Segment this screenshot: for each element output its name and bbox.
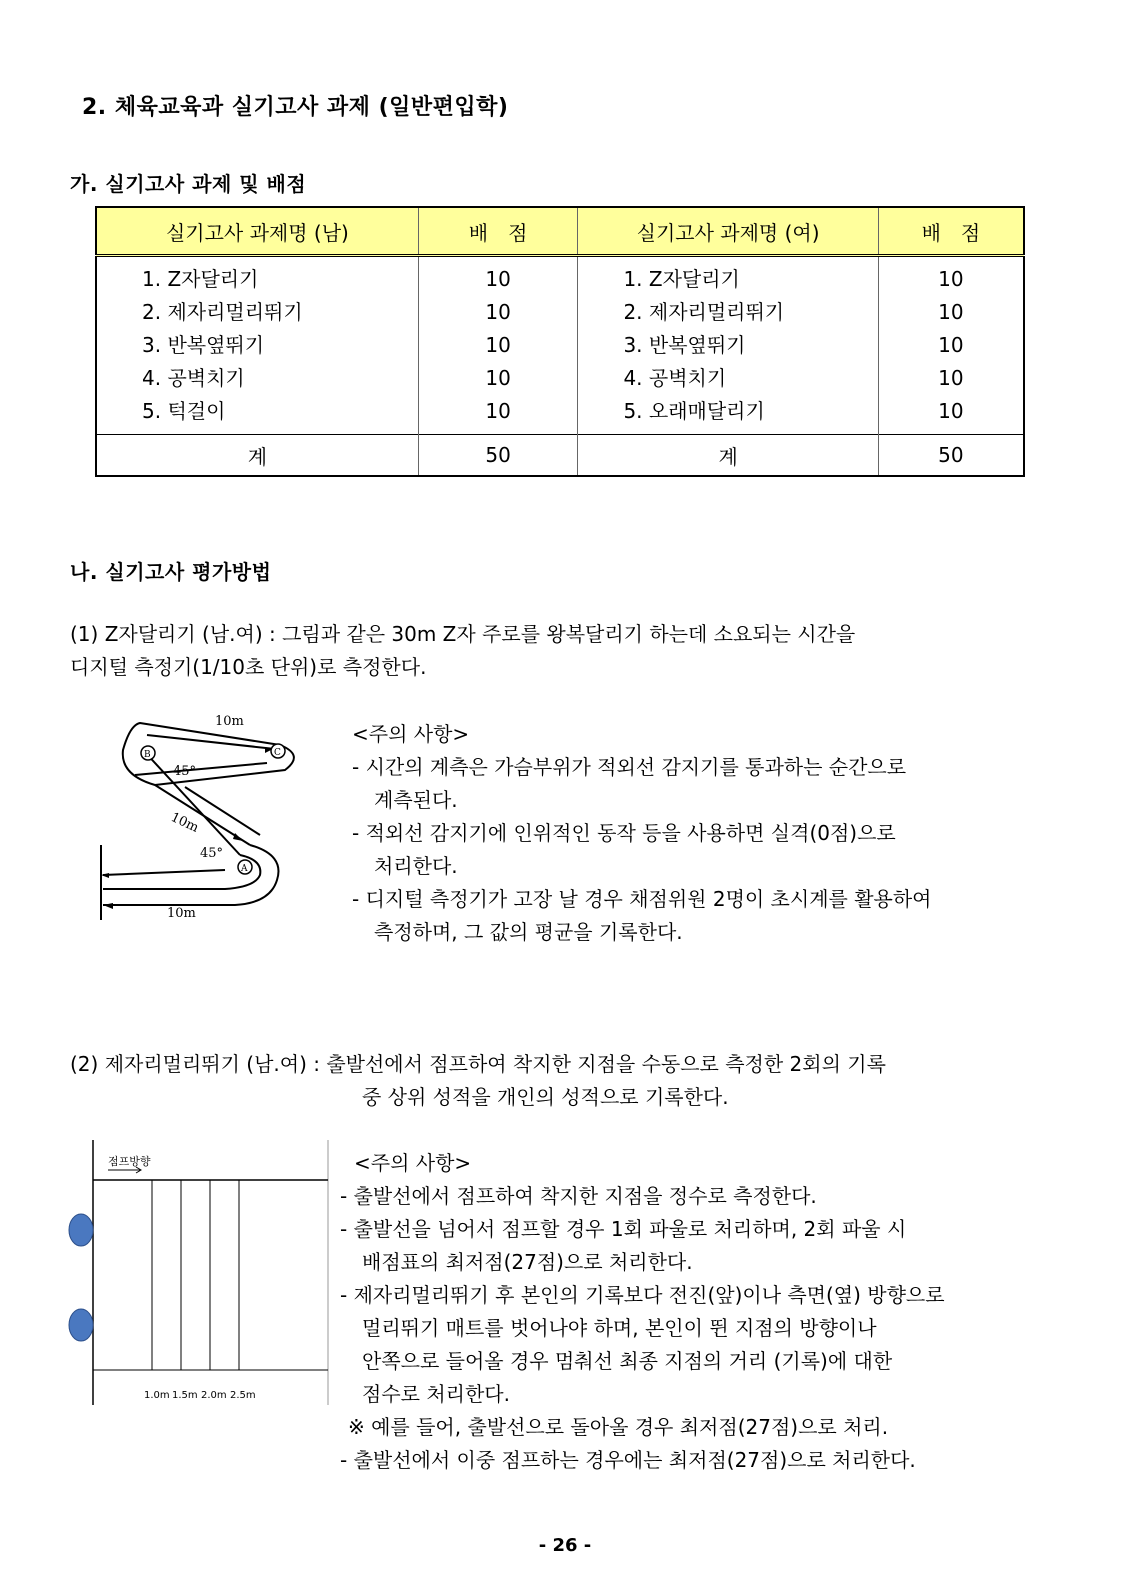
- note-line: - 적외선 감지기에 인위적인 동작 등을 사용하면 실격(0점)으로: [352, 821, 896, 845]
- list-item: 10: [485, 333, 511, 357]
- note-line: 멀리뛰기 매트를 벗어나야 하며, 본인이 뛴 지점의 방향이나: [362, 1316, 877, 1340]
- male-task-list: [96, 256, 418, 435]
- angle-label-top: 45°: [173, 764, 197, 779]
- total-label-male: 계: [96, 435, 418, 477]
- note-line: 점수로 처리한다.: [362, 1382, 510, 1406]
- list-item: 2. 제자리멀리뛰기: [142, 300, 303, 324]
- subsection-a-title: 가. 실기고사 과제 및 배점: [70, 172, 307, 196]
- list-item: 10: [485, 267, 511, 291]
- mark-label: 1.5m: [172, 1390, 198, 1401]
- list-item: 10: [938, 399, 964, 423]
- point-c-label: C: [274, 748, 281, 758]
- jump-direction-label: 점프방향: [108, 1155, 151, 1168]
- diagonal-distance-label: 10m: [168, 810, 201, 836]
- note-line: - 제자리멀리뛰기 후 본인의 기록보다 전진(앞)이나 측면(옆) 방향으로: [340, 1283, 945, 1307]
- mark-label: 2.5m: [230, 1390, 256, 1401]
- list-item: 4. 공벽치기: [623, 366, 727, 390]
- page-number: - 26 -: [538, 1535, 592, 1556]
- list-item: 1. Z자달리기: [142, 267, 259, 291]
- note-line: - 출발선에서 이중 점프하는 경우에는 최저점(27점)으로 처리한다.: [340, 1448, 916, 1472]
- note-line: - 디지털 측정기가 고장 날 경우 채점위원 2명이 초시계를 활용하여: [352, 887, 932, 911]
- list-item: 10: [485, 399, 511, 423]
- notes-title: <주의 사항>: [354, 1151, 472, 1175]
- male-score-list: [418, 256, 578, 435]
- long-jump-mat-figure: [68, 1140, 330, 1408]
- list-item: 10: [485, 366, 511, 390]
- point-b-label: B: [144, 750, 151, 760]
- female-score-list: [878, 256, 1024, 435]
- note-line: ※ 예를 들어, 출발선으로 돌아올 경우 최저점(27점)으로 처리.: [348, 1415, 889, 1439]
- list-item: 3. 반복옆뛰기: [623, 333, 746, 357]
- female-task-list: [578, 256, 878, 435]
- note-line: 안쪽으로 들어올 경우 멈춰선 최종 지점의 거리 (기록)에 대한: [362, 1349, 893, 1373]
- list-item: 10: [938, 300, 964, 324]
- item2-description-line1: (2) 제자리멀리뛰기 (남.여) : 출발선에서 점프하여 착지한 지점을 수동으로 측정한 2회의 기록: [70, 1052, 886, 1076]
- header-male-task: 실기고사 과제명 (남): [96, 207, 418, 256]
- header-female-score: 배 점: [878, 207, 1024, 256]
- z-run-course-figure: [95, 705, 315, 925]
- foot-marker-icon: [69, 1214, 93, 1246]
- table-header-row: [96, 207, 1024, 256]
- subsection-b-title: 나. 실기고사 평가방법: [70, 560, 272, 584]
- list-item: 3. 반복옆뛰기: [142, 333, 265, 357]
- point-a-label: A: [241, 864, 248, 874]
- note-line: 계측된다.: [374, 788, 458, 812]
- item1-notes: [352, 718, 931, 949]
- list-item: 1. Z자달리기: [623, 267, 740, 291]
- list-item: 2. 제자리멀리뛰기: [623, 300, 785, 324]
- total-label-female: 계: [578, 435, 878, 477]
- total-male: 50: [418, 435, 578, 477]
- item1-description-line2: 디지털 측정기(1/10초 단위)로 측정한다.: [70, 655, 427, 679]
- angle-label-bottom: 45°: [200, 846, 224, 861]
- list-item: 10: [938, 333, 964, 357]
- top-distance-label: 10m: [215, 714, 244, 729]
- header-male-score: 배 점: [418, 207, 578, 256]
- mark-label: 1.0m: [144, 1390, 170, 1401]
- total-female: 50: [878, 435, 1024, 477]
- item1-description-line1: (1) Z자달리기 (남.여) : 그림과 같은 30m Z자 주로를 왕복달리기 하는데 소요되는 시간을: [70, 622, 856, 646]
- note-line: - 출발선을 넘어서 점프할 경우 1회 파울로 처리하며, 2회 파울 시: [340, 1217, 907, 1241]
- table-total-row: [96, 435, 1024, 477]
- item2-description-line2: 중 상위 성적을 개인의 성적으로 기록한다.: [362, 1085, 729, 1109]
- bottom-distance-label: 10m: [167, 906, 196, 921]
- table-body-row: [96, 256, 1024, 435]
- note-line: - 시간의 계측은 가슴부위가 적외선 감지기를 통과하는 순간으로: [352, 755, 907, 779]
- note-line: 배점표의 최저점(27점)으로 처리한다.: [362, 1250, 693, 1274]
- mark-label: 2.0m: [201, 1390, 227, 1401]
- note-line: 처리한다.: [374, 854, 458, 878]
- item2-notes: [340, 1147, 945, 1477]
- score-table: [95, 206, 1025, 477]
- section-title: 2. 체육교육과 실기고사 과제 (일반편입학): [82, 95, 509, 120]
- note-line: - 출발선에서 점프하여 착지한 지점을 정수로 측정한다.: [340, 1184, 817, 1208]
- list-item: 10: [938, 366, 964, 390]
- header-female-task: 실기고사 과제명 (여): [578, 207, 878, 256]
- list-item: 4. 공벽치기: [142, 366, 245, 390]
- foot-marker-icon: [69, 1309, 93, 1341]
- list-item: 10: [485, 300, 511, 324]
- notes-title: <주의 사항>: [352, 722, 470, 746]
- list-item: 5. 오래매달리기: [623, 399, 765, 423]
- list-item: 5. 턱걸이: [142, 399, 226, 423]
- list-item: 10: [938, 267, 964, 291]
- note-line: 측정하며, 그 값의 평균을 기록한다.: [374, 920, 683, 944]
